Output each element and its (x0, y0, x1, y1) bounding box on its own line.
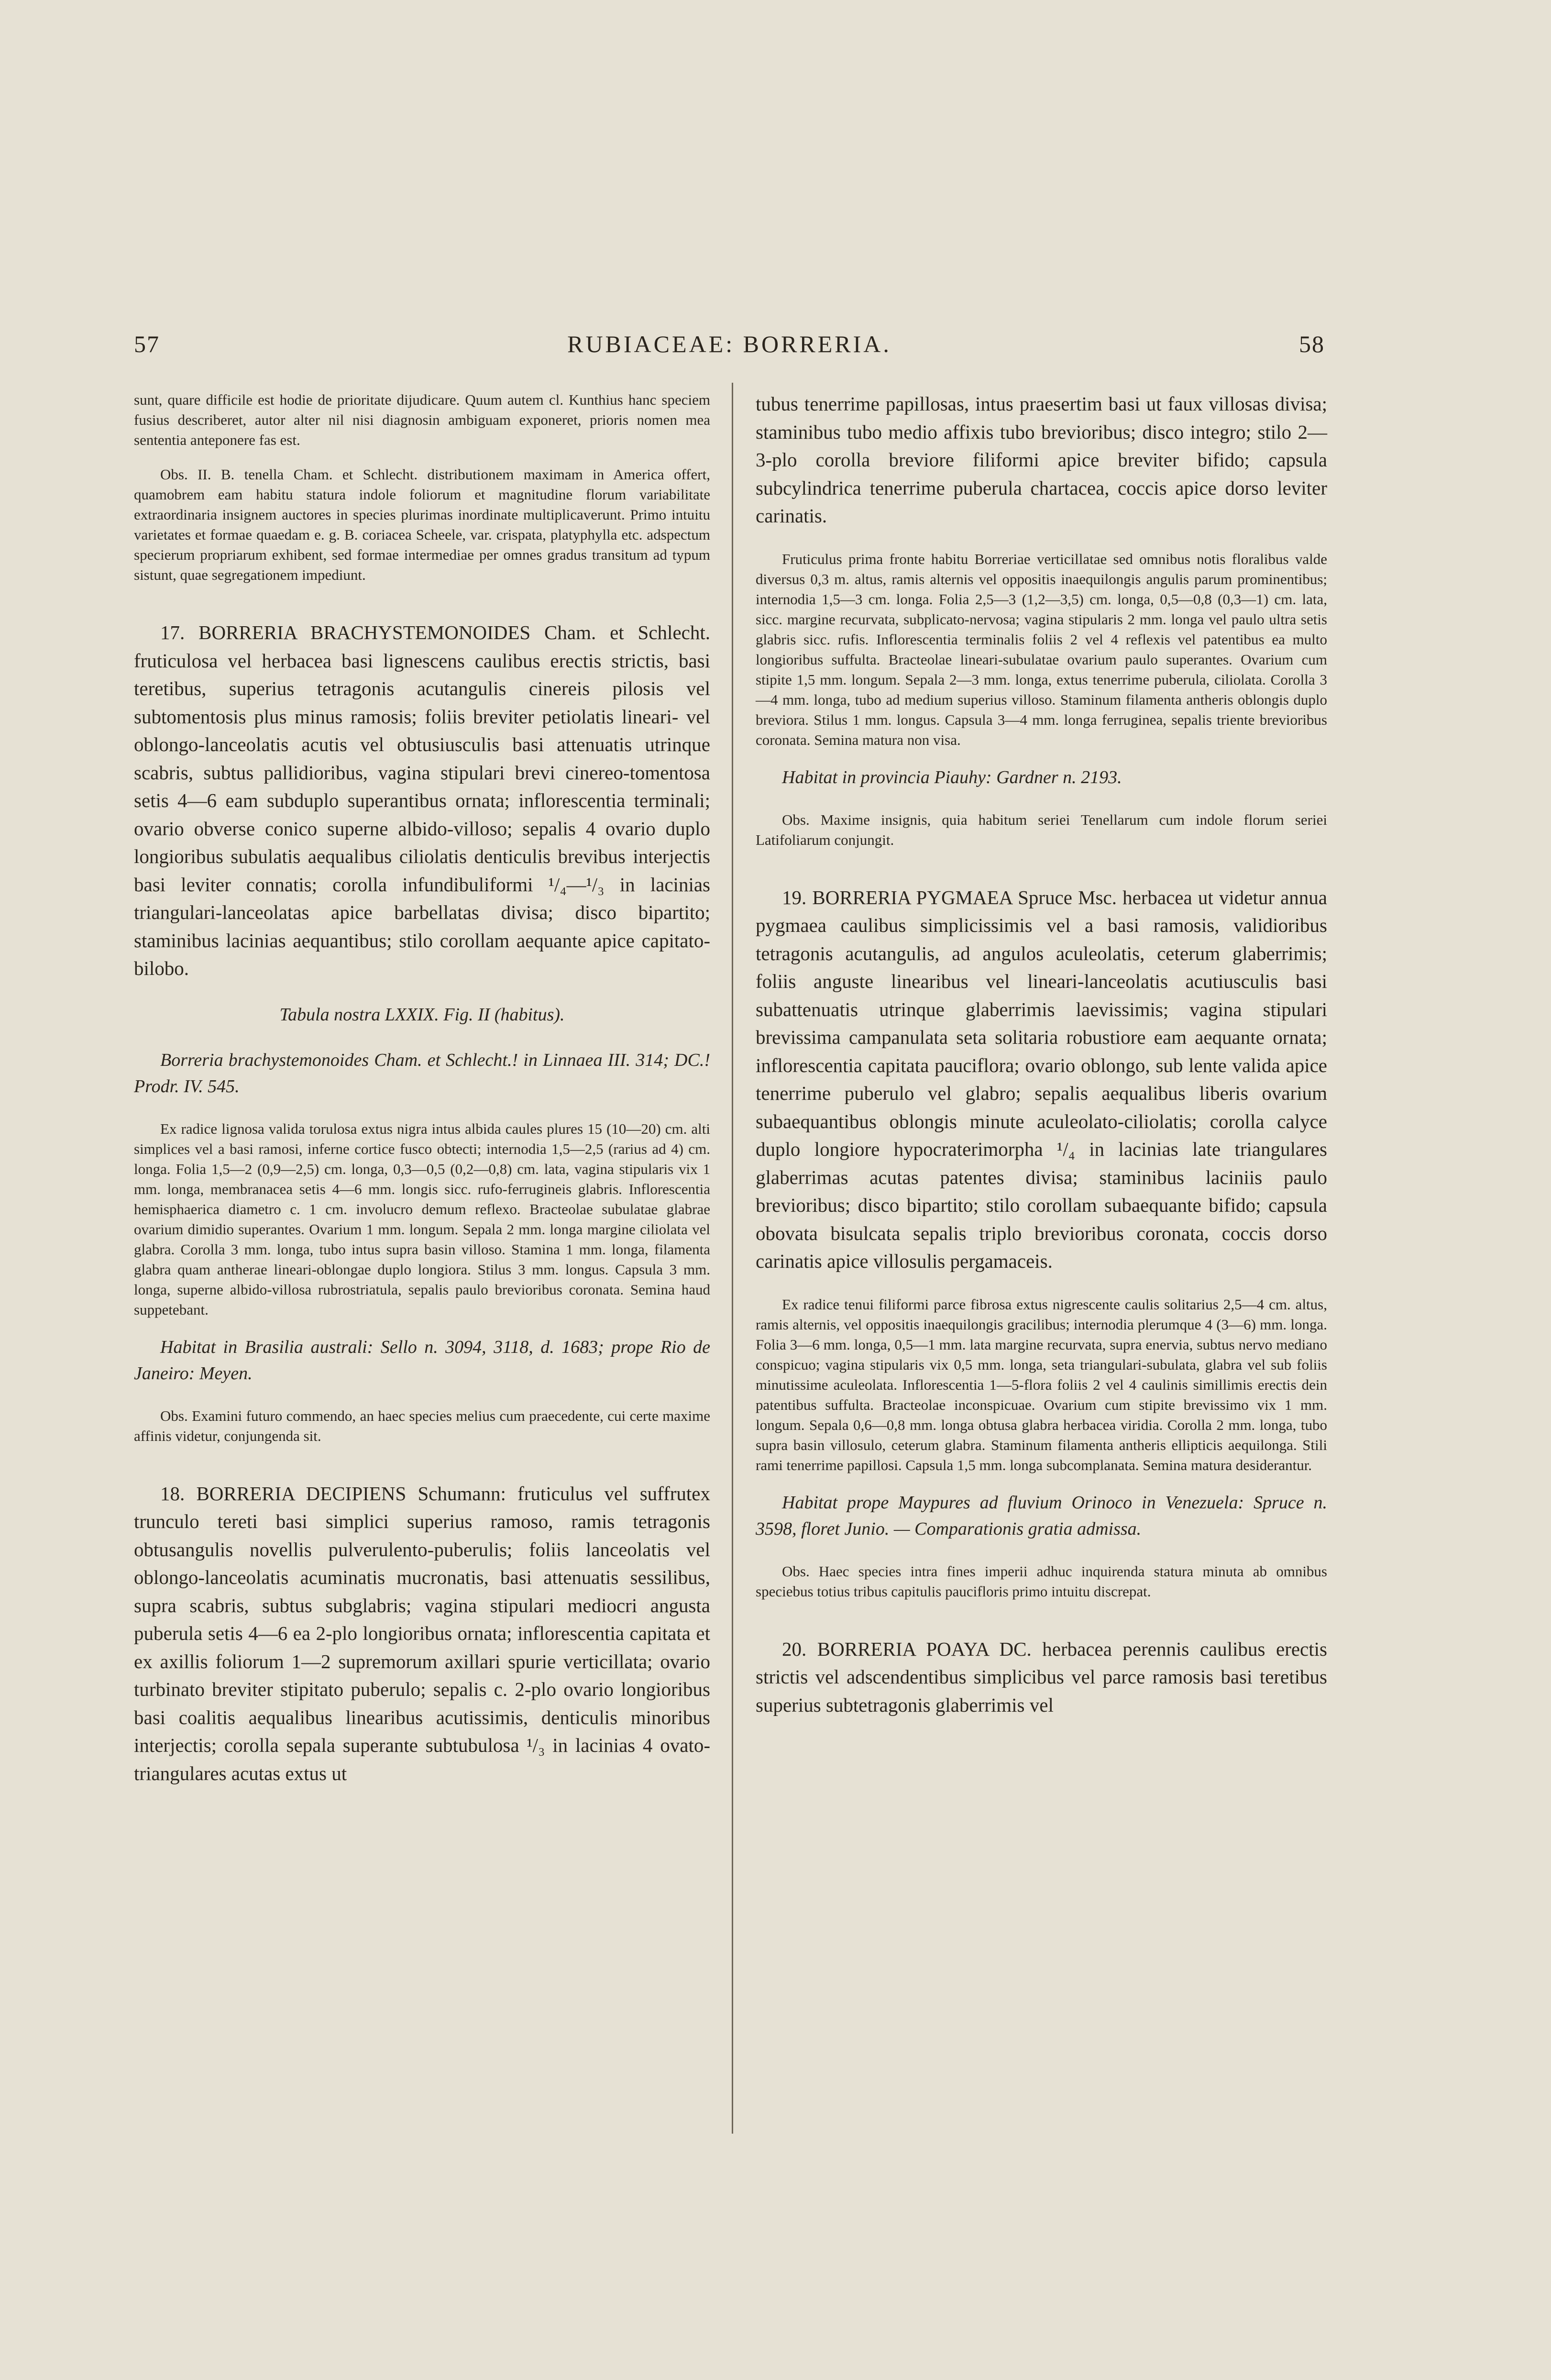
species-18-continuation: tubus tenerrime papillosas, intus praesertim basi ut faux villosas divisa; staminibus tubo medio affixis tubo brevioribus; disco integro; stilo 2—3-plo corolla breviore filiformi apice breviter bifido; capsula subcylindrica tenerrime puberula chartacea, coccis apice dorso leviter carinatis. (756, 393, 1327, 527)
species-19-description: 19. BORRERIA PYGMAEA Spruce Msc. herbacea ut videtur annua pygmaea caulibus simplicissimis vel a basi ramosis, validioribus tetragonis acutangulis, ad angulos aculeolatis, ceterum glaberrimis; foliis anguste linearibus vel lineari-lanceolatis acutiusculis basi subattenuatis utrinque glaberrimis laevissimis; vagina stipulari brevissima campanulata seta solitaria robustiore eam aequante ornata; inflorescentia capitata pauciflora; ovario oblongo, sub lente valida apice tenerrime puberulo vel glabro; sepalis aequalibus liberis ovarium subaequantibus oblongis minute aculeolato-ciliolatis; corolla calyce duplo longiore hypocraterimorpha ¹/₄ in lacinias late triangulares glaberrimas acutas patentes divisa; staminibus laciniis paulo brevioribus; disco bipartito; stilo corollam subaequante bifido; capsula obovata bisulcata sepalis triplo brevioribus coronata, coccis dorso carinatis apice villosulis pergamaceis. (756, 886, 1327, 1272)
species-20-description: 20. BORRERIA POAYA DC. herbacea perennis caulibus erectis strictis vel adscendentibus simplicibus vel parce ramosis basi teretibus superius subtetragonis glaberrimis vel (756, 1638, 1327, 1716)
species-18-details: Fruticulus prima fronte habitu Borreriae verticillatae sed omnibus notis floralibus valde diversus 0,3 m. altus, ramis alternis vel oppositis inaequilongis angulis parum prominentibus; internodia 1,5—3 cm. longa. Folia 2,5—3 (1,2—3,5) cm. longa, 0,5—0,8 (0,3—1) cm. lata, sicc. margine recurvata, subplicato-nervosa; vagina stipularis 2 mm. longa vel paulo ultra setis glabris sicc. rufis. Inflorescentia terminalis foliis 2 vel 4 reflexis vel patentibus ea multo longioribus suffulta. Bracteolae lineari-subulatae ovarium paulo superantes. Ovarium cum stipite 1,5 mm. longum. Sepala 2—3 mm. longa, extus tenerrime puberula, ciliolata. Corolla 3—4 mm. longa, tubo ad medium superius villoso. Staminum filamenta antheris oblongis duplo breviora. Stilus 1 mm. longus. Capsula 3—4 mm. longa ferruginea, sepalis triente brevioribus coronata. Semina matura non visa. (756, 550, 1327, 748)
synonymy-citation: Borreria brachystemonoides Cham. et Schlecht.! in Linnaea III. 314; DC.! Prodr. IV. 545. (134, 1050, 710, 1096)
species-17-observation: Obs. Examini futuro commendo, an haec species melius cum praecedente, cui certe maxime affinis videtur, conjungenda sit. (134, 1407, 710, 1444)
left-column (134, 390, 710, 1806)
page-header (134, 330, 1325, 364)
species-18-habitat: Habitat in provincia Piauhy: Gardner n. 2193. (782, 767, 1122, 787)
column-divider (732, 383, 733, 2134)
species-18-observation: Obs. Maxime insignis, quia habitum seriei Tenellarum cum indole florum seriei Latifoliarum conjungit. (756, 811, 1327, 848)
paragraph-continuation: sunt, quare difficile est hodie de prioritate dijudicare. Quum autem cl. Kunthius hanc speciem fusius describeret, autor alter nil nisi diagnosin ambiguam exponeret, prioris nomen mea sententia anteponere fas est. (134, 391, 710, 448)
page-number-right: 58 (1299, 331, 1325, 357)
plate-reference: Tabula nostra LXXIX. Fig. II (habitus). (279, 1004, 565, 1025)
page-number-left: 57 (134, 331, 160, 357)
species-19-habitat: Habitat prope Maypures ad fluvium Orinoco in Venezuela: Spruce n. 3598, floret Junio. — Comparationis gratia admissa. (756, 1492, 1327, 1539)
species-19-details: Ex radice tenui filiformi parce fibrosa extus nigrescente caulis solitarius 2,5—4 cm. altus, ramis alternis, vel oppositis inaequilongis gracilibus; internodia plerumque 4 (3—6) mm. longa. Folia 3—6 mm. longa, 0,5—1 mm. lata margine recurvata, supra enervia, subtus nervo mediano conspicuo; vagina stipularis vix 0,5 mm. longa, seta triangulari-subulata, glabra vel sub foliis minutissime aculeolata. Inflorescentia 1—5-flora foliis 2 vel 4 caulinis simillimis erectis dein patentibus suffulta. Bracteolae inconspicuae. Ovarium cum stipite brevissimo vix 1 mm. longum. Sepala 0,6—0,8 mm. longa obtusa glabra herbacea viridia. Corolla 2 mm. longa, tubo supra basin villosulo, ceterum glabra. Staminum filamenta antheris ellipticis aequilonga. Stili rami tenerrime papillosi. Capsula 1,5 mm. longa subcomplanata. Semina matura desiderantur. (756, 1295, 1327, 1473)
species-17-habitat: Habitat in Brasilia australi: Sello n. 3094, 3118, d. 1683; prope Rio de Janeiro: Meyen. (134, 1337, 710, 1384)
species-17-details: Ex radice lignosa valida torulosa extus nigra intus albida caules plures 15 (10—20) cm. alti simplices vel a basi ramosi, inferne cortice fusco obtecti; internodia 1,5—2,5 (rarius ad 4) cm. longa. Folia 1,5—2 (0,9—2,5) cm. longa, 0,3—0,5 (0,2—0,8) cm. lata, vagina stipularis vix 1 mm. longa, membranacea setis 4—6 mm. longis sicc. rufo-ferrugineis glabris. Inflorescentia hemisphaerica diametro c. 1 cm. involucro demum reflexo. Bracteolae subulatae glabrae ovarium dimidio superantes. Ovarium 1 mm. longum. Sepala 2 mm. longa margine ciliolata vel glabra. Corolla 3 mm. longa, tubo intus supra basin villoso. Stamina 1 mm. longa, filamenta glabra quam antherae lineari-oblongae duplo longiora. Stilus 3 mm. longus. Capsula 3 mm. longa, superne albido-villosa rubrostriatula, sepalis paulo brevioribus coronata. Semina haud suppetebant. (134, 1120, 710, 1318)
species-17-description: 17. BORRERIA BRACHYSTEMONOIDES Cham. et Schlecht. fruticulosa vel herbacea basi lignescens caulibus erectis strictis, basi teretibus, superius tetragonis acutangulis cinereis pilosis vel subtomentosis plus minus ramosis; foliis breviter petiolatis lineari- vel oblongo-lanceolatis acutis vel obtusiusculis basi attenuatis utrinque scabris, subtus pallidioribus, vagina stipulari brevi cinereo-tomentosa setis 4—6 eam subduplo superantibus ornata; inflorescentia terminali; ovario obverse conico superne albido-villoso; sepalis 4 ovario duplo longioribus subulatis aequalibus ciliolatis denticulis brevibus interjectis basi leviter connatis; corolla infundibuliformi ¹/₄—¹/₃ in lacinias triangulari-lanceolatas apice barbellatas divisa; disco bipartito; staminibus lacinias aequantibus; stilo corollam aequante apice capitato-bilobo. (134, 621, 710, 979)
running-title: RUBIACEAE: BORRERIA. (567, 331, 891, 357)
species-19-observation: Obs. Haec species intra fines imperii adhuc inquirenda statura minuta ab omnibus speciebus totius tribus capitulis paucifloris primo intuitu discrepat. (756, 1562, 1327, 1600)
observation-note: Obs. II. B. tenella Cham. et Schlecht. distributionem maximam in America offert, quamobrem eam habitu statura indole foliorum et magnitudine florum variabilitate extraordinaria insignem auctores in species plurimas inordinate multiplicaverunt. Primo intuitu varietates et formae quaedam e. g. B. coriacea Scheele, var. crispata, platyphylla etc. adspectum specierum propriarum exhibent, sed formae intermediae per omnes gradus transitum ad typum sistunt, quae segregationem impediunt. (134, 466, 710, 583)
right-column (756, 390, 1327, 1738)
species-18-description: 18. BORRERIA DECIPIENS Schumann: fruticulus vel suffrutex trunculo tereti basi simplici superius ramoso, ramis tetragonis obtusangulis novellis pulverulento-puberulis; foliis lanceolatis vel oblongo-lanceolatis acuminatis mucronatis, basi attenuatis sessilibus, supra scabris, subtus subglabris; vagina stipulari mediocri angusta puberula setis 4—6 ea 2-plo longioribus ornata; inflorescentia capitata et ex axillis foliorum 1—2 supremorum axillari spurie verticillata; ovario turbinato breviter stipitato puberulo; sepalis c. 2-plo ovario longioribus basi coalitis aequalibus linearibus acutissimis, denticulis minoribus interjectis; corolla sepala superante subtubulosa ¹/₃ in lacinias 4 ovato-triangulares acutas extus ut (134, 1482, 710, 1784)
